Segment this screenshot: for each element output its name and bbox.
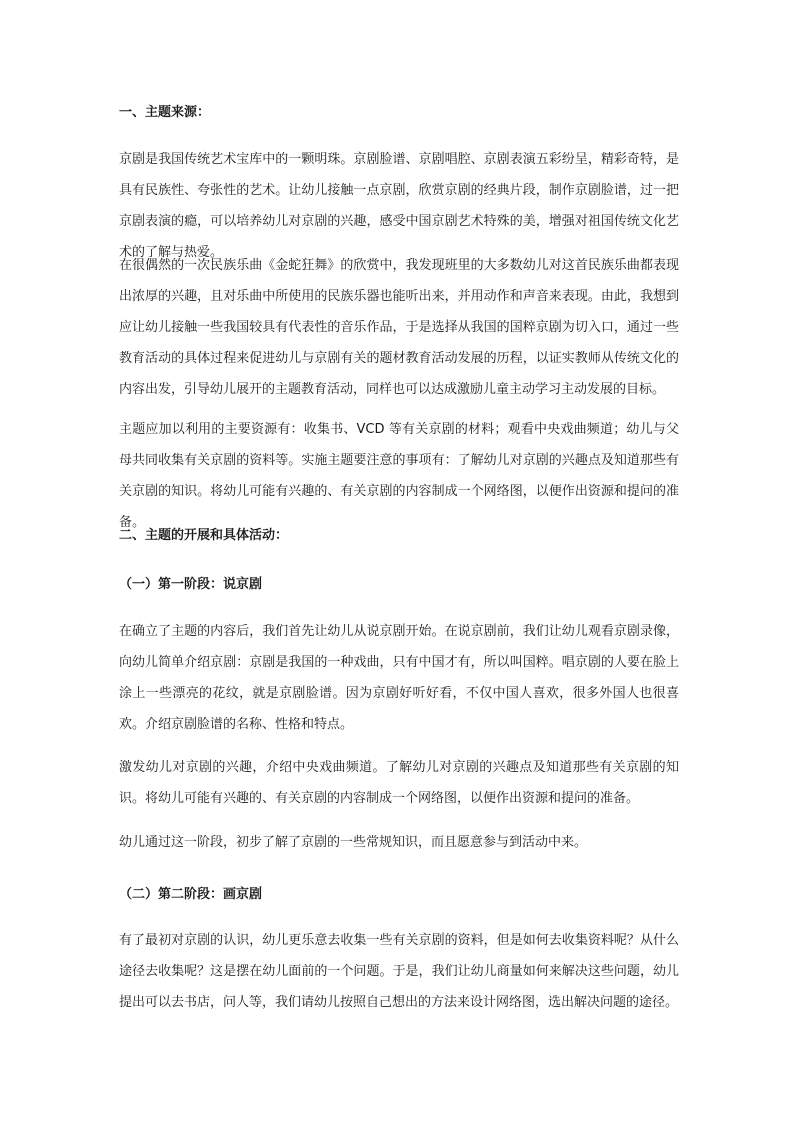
stage-1-heading: （一）第一阶段：说京剧	[119, 577, 263, 592]
stage-1-paragraph-2: 激发幼儿对京剧的兴趣，介绍中央戏曲频道。了解幼儿对京剧的兴趣点及知道那些有关京剧的知识。将幼儿可能有兴趣的、有关京剧的内容制成一个网络图，以便作出资源和提问的准备。	[119, 760, 679, 806]
stage-1-paragraph-3: 幼儿通过这一阶段，初步了解了京剧的一些常规知识，而且愿意参与到活动中来。	[119, 835, 588, 850]
stage-2-paragraph-1: 有了最初对京剧的认识，幼儿更乐意去收集一些有关京剧的资料，但是如何去收集资料呢？从什么途径去收集呢？这是摆在幼儿面前的一个问题。于是，我们让幼儿商量如何来解决这些问题，幼儿提出可以去书店，问人等，我们请幼儿按照自己想出的方法来设计网络图，选出解决问题的途径。	[119, 933, 679, 1010]
section-2-heading: 二、主题的开展和具体活动：	[119, 528, 289, 543]
section-1-heading: 一、主题来源：	[119, 105, 211, 120]
stage-1-paragraph-1: 在确立了主题的内容后，我们首先让幼儿从说京剧开始。在说京剧前，我们让幼儿观看京剧录像，向幼儿简单介绍京剧：京剧是我国的一种戏曲，只有中国才有，所以叫国粹。唱京剧的人要在脸上涂上一些漂亮的花纹，就是京剧脸谱。因为京剧好听好看，不仅中国人喜欢，很多外国人也很喜欢。介绍京剧脸谱的名称、性格和特点。	[119, 624, 679, 732]
section-1-paragraph-3: 主题应加以利用的主要资源有：收集书、VCD 等有关京剧的材料；观看中央戏曲频道；幼儿与父母共同收集有关京剧的资料等。实施主题要注意的事项有：了解幼儿对京剧的兴趣点及知道那些有关京剧的知识。将幼儿可能有兴趣的、有关京剧的内容制成一个网络图，以便作出资源和提问的准备。	[119, 422, 679, 530]
stage-2-heading: （二）第二阶段：画京剧	[119, 887, 263, 902]
section-1-paragraph-2: 在很偶然的一次民族乐曲《金蛇狂舞》的欣赏中，我发现班里的大多数幼儿对这首民族乐曲都表现出浓厚的兴趣，且对乐曲中所使用的民族乐器也能听出来，并用动作和声音来表现。由此，我想到应让幼儿接触一些我国较具有代表性的音乐作品，于是选择从我国的国粹京剧为切入口，通过一些教育活动的具体过程来促进幼儿与京剧有关的题材教育活动发展的历程，以证实教师从传统文化的内容出发，引导幼儿展开的主题教育活动，同样也可以达成激励儿童主动学习主动发展的目标。	[119, 258, 679, 397]
section-1-paragraph-1: 京剧是我国传统艺术宝库中的一颗明珠。京剧脸谱、京剧唱腔、京剧表演五彩纷呈，精彩奇特，是具有民族性、夸张性的艺术。让幼儿接触一点京剧，欣赏京剧的经典片段，制作京剧脸谱，过一把京剧表演的瘾，可以培养幼儿对京剧的兴趣，感受中国京剧艺术特殊的美，增强对祖国传统文化艺术的了解与热爱。	[119, 152, 679, 260]
